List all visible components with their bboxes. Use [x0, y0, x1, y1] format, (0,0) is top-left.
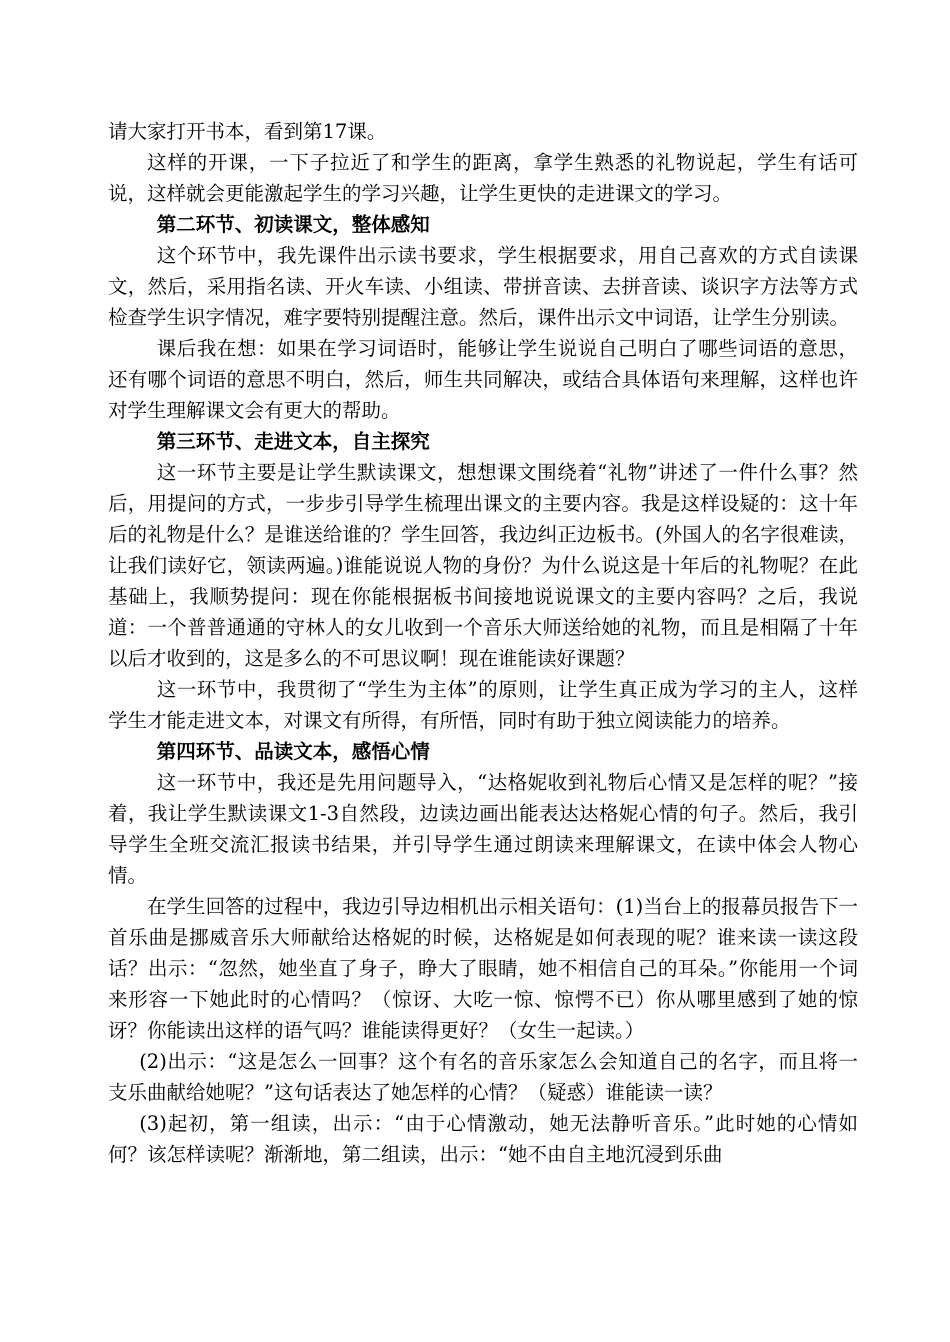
section-heading-2: 第二环节、初读课文，整体感知	[156, 213, 430, 236]
document-body	[108, 116, 858, 1170]
paragraph-section-4-item-3: (3)起初，第一组读，出示：“由于心情激动，她无法静听音乐。”此时她的心情如何？该怎样读呢？渐渐地，第二组读，出示：“她不由自主地沉浸到乐曲	[108, 1112, 858, 1166]
paragraph-section-3-body: 这一环节主要是让学生默读课文，想想课文围绕着“礼物”讲述了一件什么事？然后，用提问的方式，一步步引导学生梳理出课文的主要内容。我是这样设疑的：这十年后的礼物是什么？是谁送给谁的？学生回答，我边纠正边板书。(外国人的名字很难读，让我们读好它，领读两遍。)谁能说说人物的身份？为什么说这是十年后的礼物呢？在此基础上，我顺势提问：现在你能根据板书间接地说说课文的主要内容吗？之后，我说道：一个普普通通的守林人的女儿收到一个音乐大师送给她的礼物，而且是相隔了十年以后才收到的，这是多么的不可思议啊！现在谁能读好课题？	[108, 461, 858, 670]
paragraph-section-2-body: 这个环节中，我先课件出示读书要求，学生根据要求，用自己喜欢的方式自读课文，然后，采用指名读、开火车读、小组读、带拼音读、去拼音读、谈识字方法等方式检查学生识字情况，难字要特别提醒注意。然后，课件出示文中词语，让学生分别读。	[108, 244, 858, 329]
paragraph-section-4-body: 这一环节中，我还是先用问题导入，“达格妮收到礼物后心情又是怎样的呢？”接着，我让学生默读课文1-3自然段，边读边画出能表达达格妮心情的句子。然后，我引导学生全班交流汇报读书结果，并引导学生通过朗读来理解课文，在读中体会人物心情。	[108, 771, 858, 887]
section-heading-3: 第三环节、走进文本，自主探究	[156, 430, 430, 453]
paragraph-opening-reflection: 这样的开课，一下子拉近了和学生的距离，拿学生熟悉的礼物说起，学生有话可说，这样就会更能激起学生的学习兴趣，让学生更快的走进课文的学习。	[108, 151, 858, 205]
paragraph-section-2-reflection: 课后我在想：如果在学习词语时，能够让学生说说自己明白了哪些词语的意思，还有哪个词语的意思不明白，然后，师生共同解决，或结合具体语句来理解，这样也许对学生理解课文会有更大的帮助。	[108, 337, 858, 422]
section-heading-4: 第四环节、品读文本，感悟心情	[156, 740, 430, 763]
paragraph-section-3-reflection: 这一环节中，我贯彻了“学生为主体”的原则，让学生真正成为学习的主人，这样学生才能走进文本，对课文有所得，有所悟，同时有助于独立阅读能力的培养。	[108, 678, 858, 732]
paragraph-section-4-item-1: 在学生回答的过程中，我边引导边相机出示相关语句：(1)当台上的报幕员报告下一首乐曲是挪威音乐大师献给达格妮的时候，达格妮是如何表现的呢？谁来读一读这段话？出示：“忽然，她坐直了身子，睁大了眼睛，她不相信自己的耳朵。”你能用一个词来形容一下她此时的心情吗？（惊讶、大吃一惊、惊愕不已）你从哪里感到了她的惊讶？你能读出这样的语气吗？谁能读得更好？（女生一起读。）	[108, 895, 858, 1042]
paragraph-open-book: 请大家打开书本，看到第17课。	[108, 120, 387, 143]
paragraph-section-4-item-2: (2)出示：“这是怎么一回事？这个有名的音乐家怎么会知道自己的名字，而且将一支乐曲献给她呢？”这句话表达了她怎样的心情？（疑惑）谁能读一读？	[108, 1050, 858, 1104]
